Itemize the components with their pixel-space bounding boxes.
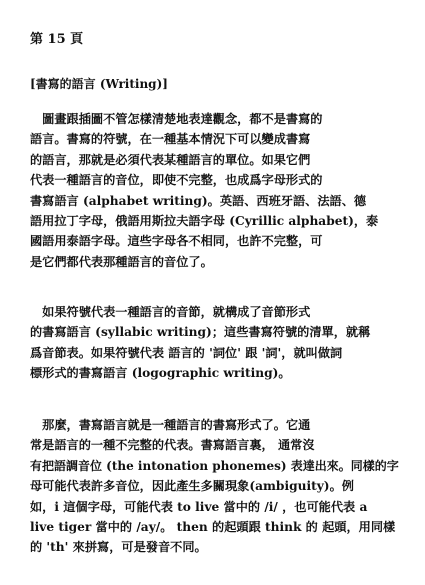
text-line: 如，i 這個字母，可能代表 to live 當中的 /i/ ，也可能代表 a: [30, 499, 368, 514]
paragraph-1: [30, 109, 402, 272]
text-line: 國語用泰語字母。這些字母各不相同，也許不完整，可: [30, 234, 323, 249]
text-line: 的書寫語言 (syllabic writing)；這些書寫符號的清單，就稱: [30, 325, 371, 340]
text-line: 是它們都代表那種語言的音位了。: [30, 254, 213, 269]
text-line: 標形式的書寫語言 (logographic writing)。: [30, 366, 291, 381]
paragraph-3: [30, 415, 402, 558]
paragraph-2: [30, 302, 402, 384]
section-heading: [書寫的語言 (Writing)]: [30, 77, 168, 91]
text-line: 代表一種語言的音位，即使不完整，也成爲字母形式的: [30, 173, 323, 188]
text-line: 書寫語言 (alphabet writing)。英語、西班牙語、法語、德: [30, 193, 367, 208]
text-line: 那麼，書寫語言就是一種語言的書寫形式了。它通: [30, 418, 311, 432]
text-line: 的語言，那就是必須代表某種語言的單位。如果它們: [30, 152, 311, 167]
text-line: 如果符號代表一種語言的音節，就構成了音節形式: [30, 305, 311, 319]
text-line: live tiger 當中的 /ay/。 then 的起頭跟 think 的 起頭，用同樣: [30, 519, 396, 534]
page-number: 第 15 頁: [30, 32, 84, 47]
text-line: 圖畫跟插圖不管怎樣清楚地表達觀念，都不是書寫的: [30, 112, 323, 126]
text-line: 常是語言的一種不完整的代表。書寫語言裏， 通常沒: [30, 438, 315, 453]
text-line: 語言。書寫的符號，在一種基本情況下可以變成書寫: [30, 132, 311, 147]
text-line: 爲音節表。如果符號代表 語言的 '詞位' 跟 '詞'，就叫做詞: [30, 345, 343, 360]
text-line: 有把語調音位 (the intonation phonemes) 表達出來。同樣的字: [30, 458, 399, 473]
text-line: 母可能代表許多音位，因此產生多關現象(ambiguity)。例: [30, 479, 354, 494]
text-line: 語用拉丁字母，俄語用斯拉夫語字母 (Cyrillic alphabet)，泰: [30, 213, 379, 228]
text-line: 的 'th' 來拼寫，可是發音不同。: [30, 540, 207, 555]
